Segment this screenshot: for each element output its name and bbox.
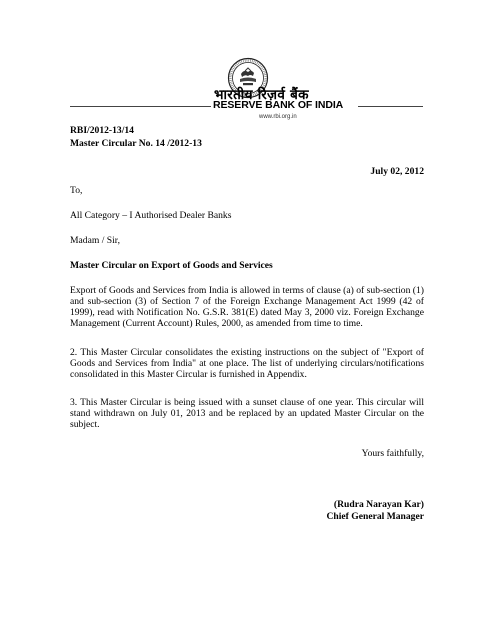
recipients: All Category – I Authorised Dealer Banks <box>70 210 232 221</box>
paragraph-2: 2. This Master Circular consolidates the existing instructions on the subject of "Export of Goods and Services from India" at one place. The list of underlying circulars/notifications consolidated in this Master Circular is furnished in Appendix. <box>70 347 424 380</box>
bank-name-hindi: भारतीय रिज़र्व बैंक <box>214 87 309 103</box>
subject-line: Master Circular on Export of Goods and Services <box>70 260 273 271</box>
signatory-designation: Chief General Manager <box>326 511 424 522</box>
reference-number: RBI/2012-13/14 <box>70 125 134 136</box>
bank-name-english: RESERVE BANK OF INDIA <box>213 99 344 111</box>
paragraph-3: 3. This Master Circular is being issued with a sunset clause of one year. This circular will stand withdrawn on July 01, 2013 and be replaced by an updated Master Circular on the subject. <box>70 397 424 430</box>
circular-date: July 02, 2012 <box>370 166 424 177</box>
to-label: To, <box>70 185 83 196</box>
letterhead-rule-left <box>70 106 211 107</box>
circular-number: Master Circular No. 14 /2012-13 <box>70 138 202 149</box>
closing-text: Yours faithfully, <box>361 448 424 459</box>
bank-website: www.rbi.org.in <box>259 114 297 120</box>
salutation: Madam / Sir, <box>70 235 120 246</box>
letterhead-rule-right <box>358 106 423 107</box>
paragraph-1: Export of Goods and Services from India is allowed in terms of clause (a) of sub-section (1) and sub-section (3) of Section 7 of the Foreign Exchange Management Act 1999 (42 of 1999), read with Notification No. G.S.R. 381(E) dated May 3, 2000 viz. Foreign Exchange Management (Current Account) Rules, 2000, as amended from time to time. <box>70 285 424 329</box>
signatory-name: (Rudra Narayan Kar) <box>333 499 424 510</box>
